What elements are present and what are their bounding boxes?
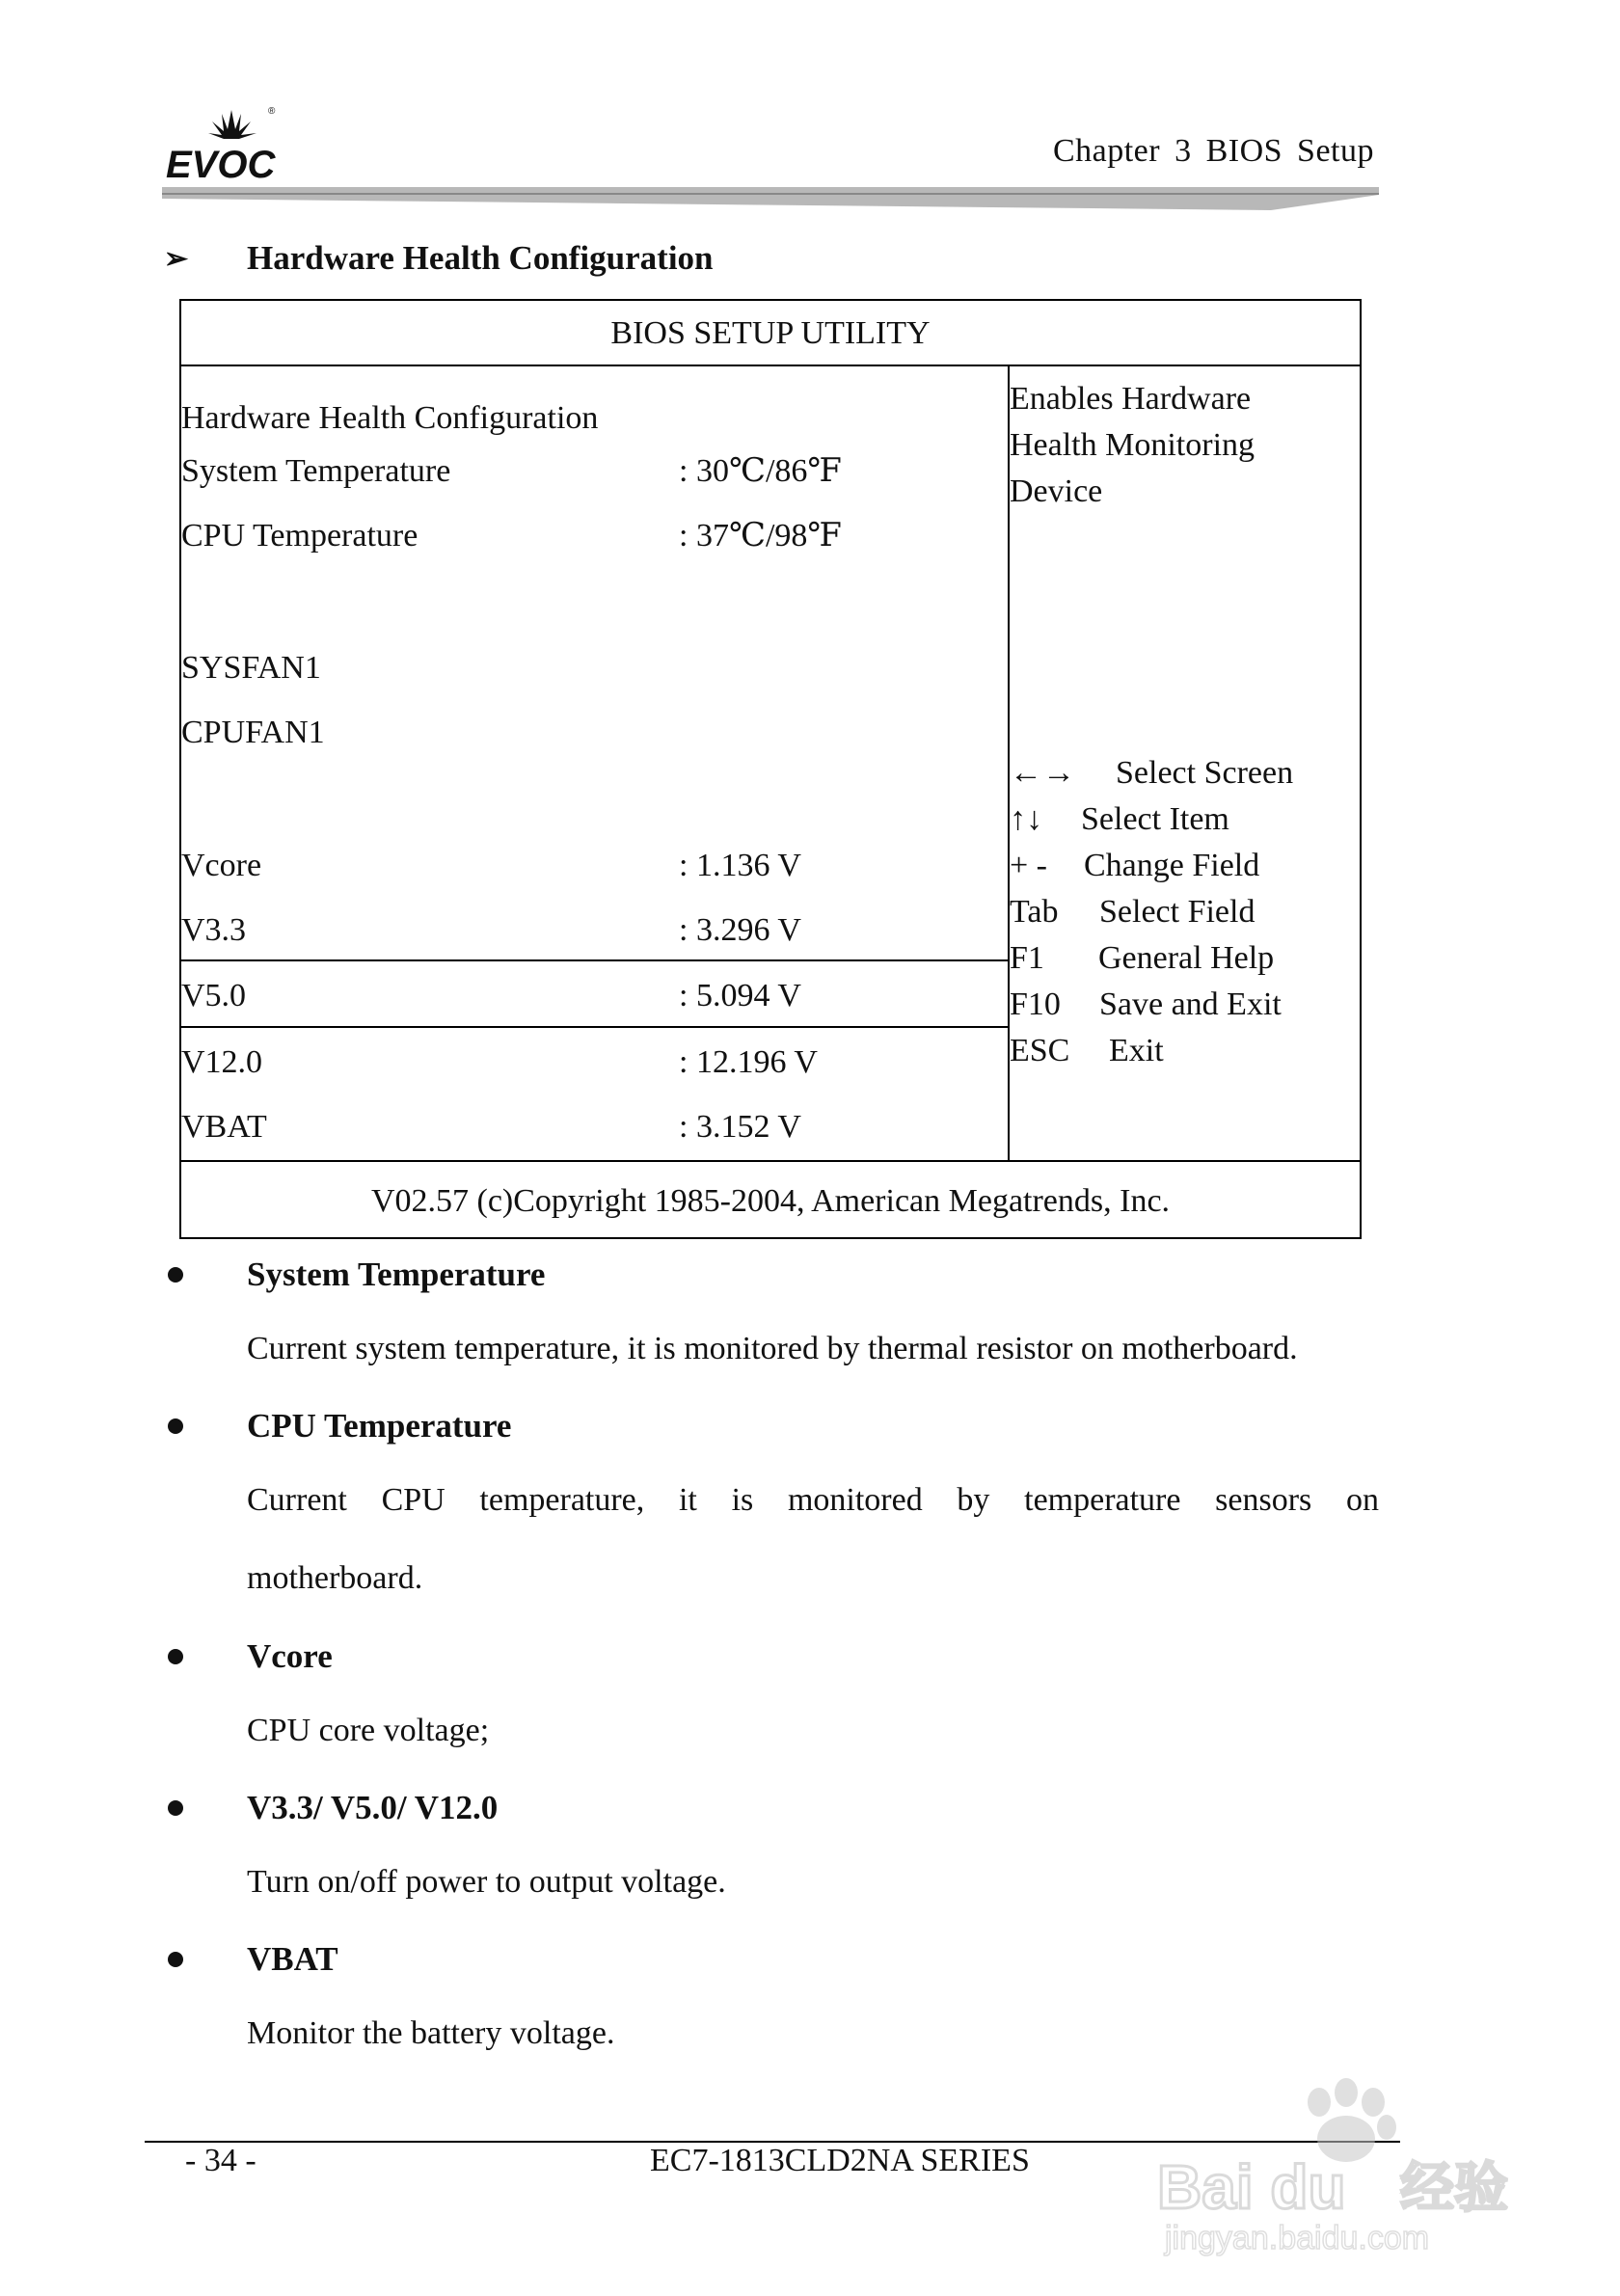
item-description: CPU core voltage; [247, 1713, 490, 1748]
item-cpu-temperature [164, 1407, 511, 1445]
bios-row[interactable] [181, 647, 1008, 689]
bios-row-label: CPU Temperature [181, 518, 418, 554]
item-title: VBAT [247, 1940, 338, 1978]
chapter-title: Chapter 3 BIOS Setup [1052, 133, 1374, 169]
bios-row-label: SYSFAN1 [181, 650, 321, 686]
bios-row-value: : 30℃/86℉ [679, 453, 843, 489]
item-title: V3.3/ V5.0/ V12.0 [247, 1789, 499, 1826]
bios-row-label: V3.3 [181, 912, 247, 948]
bios-row-value: : 3.296 V [679, 912, 801, 948]
item-system-temperature [164, 1256, 545, 1294]
bios-row-value: : 37℃/98℉ [679, 518, 843, 554]
help-line: Device [1010, 473, 1103, 509]
key-label: + - [1010, 848, 1047, 883]
bios-row [181, 397, 1008, 440]
item-voltages [164, 1789, 498, 1827]
bios-row-label: System Temperature [181, 453, 451, 489]
item-description: Current CPU temperature, it is monitored by temperature sensors on [247, 1482, 1379, 1518]
bullet-icon [168, 1267, 183, 1283]
bios-row-value: : 12.196 V [679, 1044, 818, 1080]
bios-row-value: : 3.152 V [679, 1109, 801, 1145]
bios-row-label: V12.0 [181, 1044, 263, 1080]
row-divider [181, 959, 1008, 961]
bullet-icon [168, 1800, 183, 1816]
key-label: Tab [1010, 894, 1059, 930]
bios-row[interactable] [181, 1041, 1008, 1084]
key-desc: General Help [1098, 940, 1275, 976]
header-rule [162, 185, 1379, 212]
paw-icon [1308, 2078, 1396, 2162]
evoc-logo [162, 100, 287, 187]
watermark-url: jingyan.baidu.com [1165, 2220, 1430, 2256]
baidu-watermark [1148, 2064, 1552, 2256]
bios-row-label: VBAT [181, 1109, 267, 1145]
bios-row[interactable] [181, 1106, 1008, 1148]
item-description: Monitor the battery voltage. [247, 2015, 615, 2051]
bios-left-panel [181, 366, 1010, 1160]
arrow-up-down-icon: ↑↓ [1010, 801, 1042, 837]
bullet-icon [168, 1418, 183, 1434]
item-title: Vcore [247, 1637, 333, 1675]
arrow-left-right-icon: ←→ [1010, 755, 1075, 791]
bios-row-label: Vcore [181, 848, 262, 883]
bios-row[interactable] [181, 712, 1008, 754]
item-title: System Temperature [247, 1256, 546, 1293]
key-desc: Select Field [1099, 894, 1256, 930]
key-desc: Select Item [1081, 801, 1229, 837]
help-line: Health Monitoring [1010, 427, 1256, 463]
bios-row[interactable] [181, 909, 1008, 952]
item-vcore [164, 1637, 333, 1676]
key-desc: Exit [1109, 1033, 1164, 1068]
watermark-suffix: 经验 [1400, 2157, 1508, 2220]
product-series: EC7-1813CLD2NA SERIES [650, 2143, 1030, 2178]
key-desc: Select Screen [1116, 755, 1294, 791]
svg-text:®: ® [268, 106, 276, 117]
bios-row[interactable] [181, 515, 1008, 557]
key-label: F1 [1010, 940, 1044, 976]
bios-row-label: V5.0 [181, 978, 247, 1013]
item-description: motherboard. [247, 1560, 423, 1596]
watermark-brand: Bai du [1157, 2152, 1346, 2222]
logo-text: EVOC [166, 144, 276, 186]
key-label: ESC [1010, 1033, 1070, 1068]
bios-row[interactable] [181, 450, 1008, 493]
key-desc: Change Field [1084, 848, 1260, 883]
section-heading [164, 239, 714, 278]
bios-table [179, 299, 1362, 1239]
bios-copyright: V02.57 (c)Copyright 1985-2004, American Megatrends, Inc. [181, 1160, 1360, 1237]
row-divider [181, 1026, 1008, 1028]
bios-title: BIOS SETUP UTILITY [181, 301, 1360, 366]
page-number: - 34 - [185, 2143, 256, 2178]
bios-row-value: : 1.136 V [679, 848, 801, 883]
bios-help-panel [1010, 366, 1360, 1160]
key-desc: Save and Exit [1099, 986, 1282, 1022]
bios-row[interactable] [181, 845, 1008, 887]
help-line: Enables Hardware [1010, 381, 1252, 417]
bios-row-label: CPUFAN1 [181, 715, 325, 750]
help-description [1010, 376, 1255, 515]
bullet-icon [168, 1952, 183, 1967]
item-description: Turn on/off power to output voltage. [247, 1864, 726, 1900]
key-label: F10 [1010, 986, 1061, 1022]
section-heading-text: Hardware Health Configuration [247, 239, 714, 277]
bios-row-label: Hardware Health Configuration [181, 400, 599, 436]
item-description: Current system temperature, it is monitored by thermal resistor on motherboard. [247, 1331, 1298, 1366]
item-vbat [164, 1940, 338, 1979]
bios-row-value: : 5.094 V [679, 978, 801, 1013]
item-title: CPU Temperature [247, 1407, 512, 1445]
bios-row[interactable] [181, 975, 1008, 1017]
arrow-bullet-icon: ➢ [164, 242, 189, 275]
bullet-icon [168, 1649, 183, 1664]
